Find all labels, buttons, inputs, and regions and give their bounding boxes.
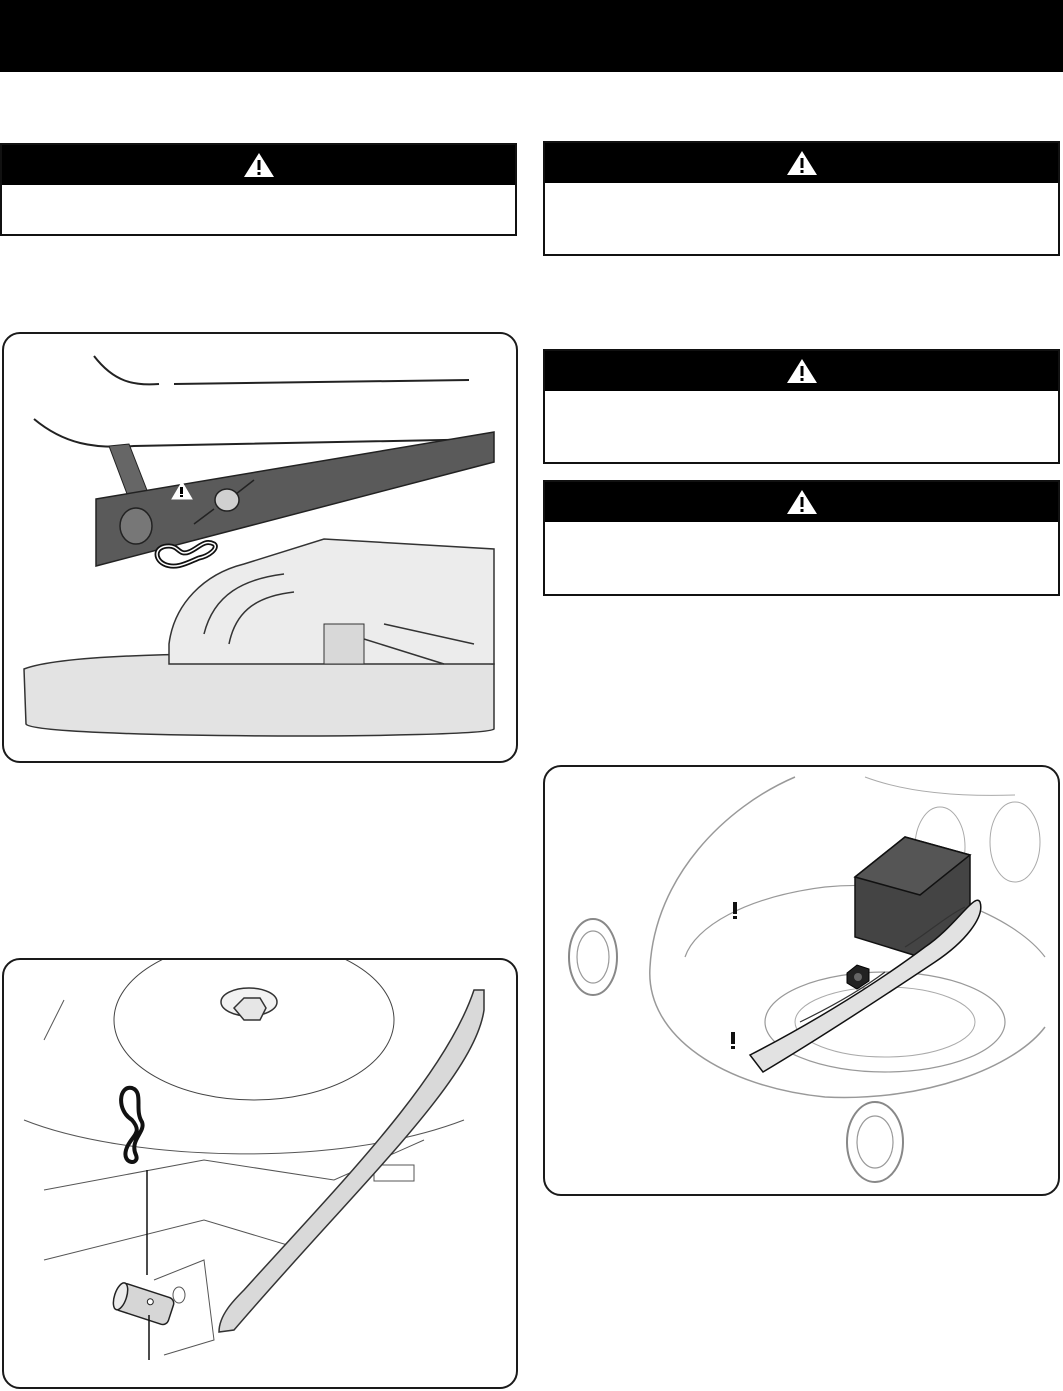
figure-pin-clip <box>2 958 518 1389</box>
warning-box-1 <box>0 143 517 236</box>
pin-clip-illustration <box>4 960 516 1387</box>
warning-header <box>545 482 1058 522</box>
warning-triangle-icon <box>243 151 275 179</box>
warning-triangle-icon <box>786 357 818 385</box>
warning-text <box>545 391 1058 407</box>
warning-text <box>545 522 1058 538</box>
warning-box-4 <box>543 480 1060 596</box>
deck-hitch-illustration <box>4 334 516 761</box>
figure-blade <box>543 765 1060 1196</box>
warning-box-3 <box>543 349 1060 464</box>
warning-text <box>545 183 1058 199</box>
warning-header <box>545 351 1058 391</box>
warning-header <box>2 145 515 185</box>
pin-icon <box>111 1281 176 1326</box>
blade-illustration <box>545 767 1058 1194</box>
warning-box-2 <box>543 141 1060 256</box>
warning-triangle-icon <box>786 488 818 516</box>
header-bar <box>0 0 1063 72</box>
warning-triangle-icon <box>786 149 818 177</box>
warning-text <box>2 185 515 201</box>
warning-header <box>545 143 1058 183</box>
figure-deck-hitch <box>2 332 518 763</box>
